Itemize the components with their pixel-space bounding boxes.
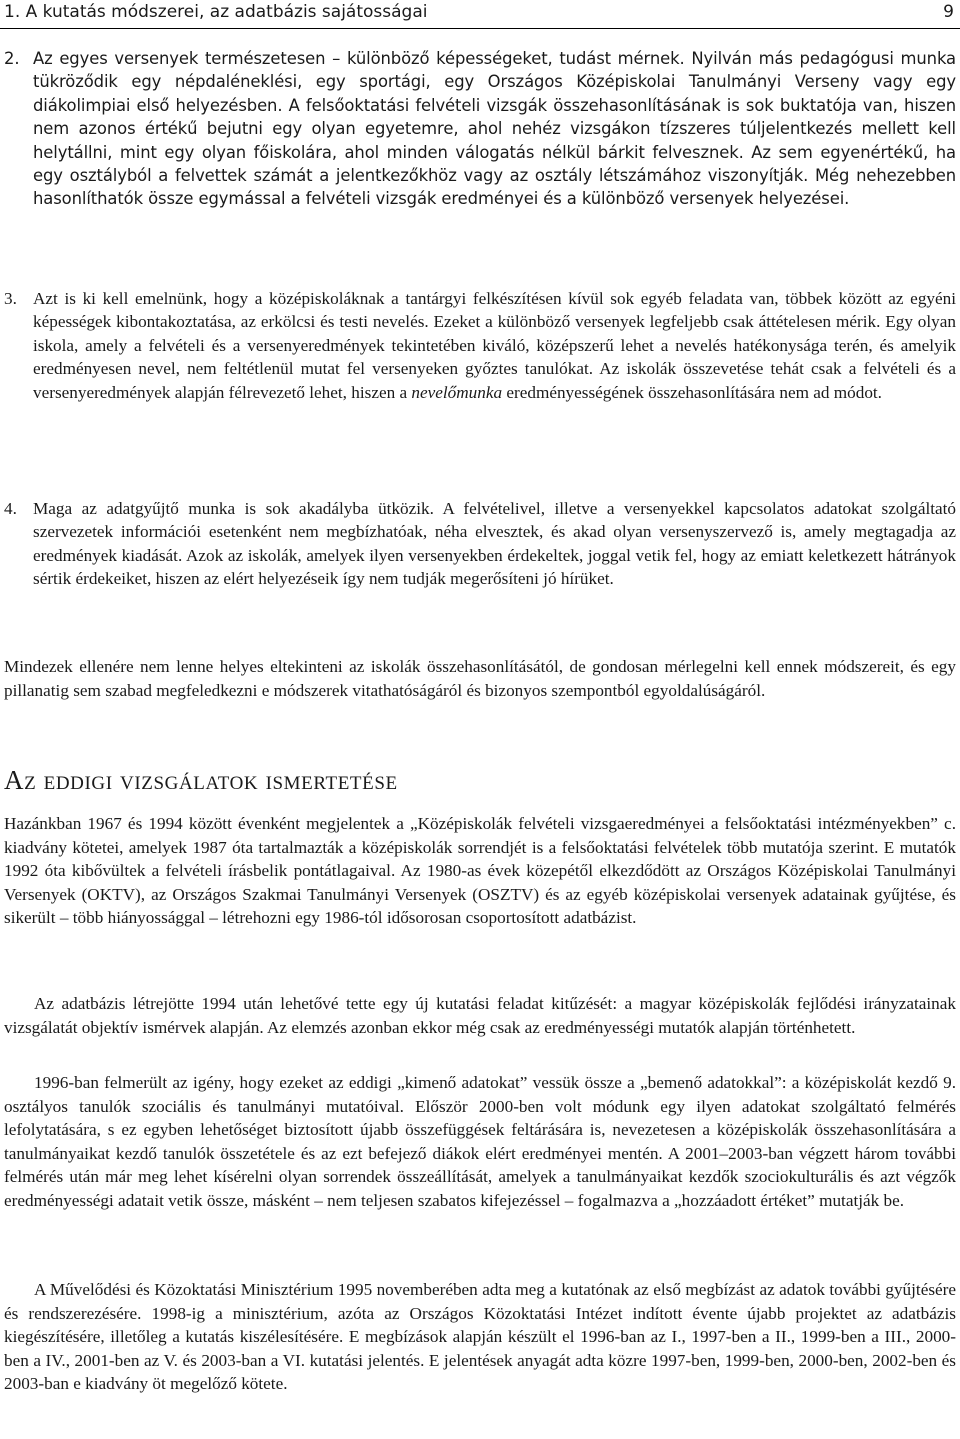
page-number: 9 xyxy=(943,2,954,22)
list-item-text xyxy=(33,287,956,404)
running-header xyxy=(4,0,954,24)
list-item-number: 2. xyxy=(4,49,20,68)
list-item-text-part: eredményességének összehasonlítására nem ad módot. xyxy=(502,382,882,402)
list-item-text: Maga az adatgyűjtő munka is sok akadályba ütközik. A felvételivel, illetve a versenyekkel kapcsolatos adatokat szolgáltató szervezetek információi esetenként nem megbízhatóak, néha elvesztek, és akad olyan versenyszervező is, amely megtagadja az eredmények kiadását. Azok az iskolák, amelyek ilyen versenyekben érdekeltek, joggal vetik fel, hogy az emiatt keletkezett hátrányok sértik érdekeiket, hiszen az elért helyezéseik így nem tudják megerősíteni jó hírüket. xyxy=(33,499,956,589)
section-paragraph-3: 1996-ban felmerült az igény, hogy ezeket az eddigi „kimenő adatokat” vessük össze a „bemenő adatokkal”: a középiskolát kezdő 9. osztályos tanulók szociális és tanulmányi mutatóival. Először 2000-ben volt módunk egy ilyen adatokat szolgáltató felmérés lefolytatására, s ez egyben lehetőséget biztosított újabb összefüggések feltárására is, nevezetesen a középiskolák összehasonlítására a tanulmányaikat kezdő tanulók összetétele és az ezt befejező diákok elért eredményei mentén. A 2001–2003-ban végzett három további felmérés után már meg lehet kísérelni olyan sorrendek összeállítását, amelyek a tanulmányaikat kezdők szociokulturális és azt végzők eredményességi adatait vetik össze, másként – nem teljesen szabatos kifejezéssel – fogalmazva a „hozzáadott értéket” mutatják be. xyxy=(4,1073,956,1210)
list-item-text-part: Azt is ki kell emelnünk, hogy a középiskoláknak a tantárgyi felkészítésen kívül sok egyéb feladata van, többek között az egyéni képességek kibontakoztatása, az erkölcsi és testi nevelés. Ezeket a különböző versenyek legfeljebb csak áttételesen mérik. Egy olyan iskola, amely a felvételi és a versenyeredmények tekintetében kiváló, középszerű lehet a nevelés hatékonysága terén, és amelyik eredményesen nevel, nem feltétlenül mutat fel versenyeken győztes tanulókat. Az iskolák összevetése tehát csak a felvételi és a versenyeredmények alapján félrevezető lehet, hiszen a xyxy=(33,289,956,402)
section-heading: Az eddigi vizsgálatok ismertetése xyxy=(4,765,398,795)
list-item-3 xyxy=(4,287,956,404)
list-item-number: 4. xyxy=(4,499,17,518)
list-item-2 xyxy=(4,47,956,211)
list-item-number: 3. xyxy=(4,289,17,308)
chapter-title: 1. A kutatás módszerei, az adatbázis sajátosságai xyxy=(4,2,428,22)
emphasized-term: nevelőmunka xyxy=(411,382,503,402)
section-paragraph-1: Hazánkban 1967 és 1994 között évenként megjelentek a „Középiskolák felvételi vizsgaeredményei a felsőoktatási intézményekben” c. kiadvány kötetei, amelyek 1987 óta tartalmazták a középiskolák sorrendjét is a felsőoktatási felvételek több mutatója szerint. E mutatók 1992 óta kibővültek a felvételi írásbelik pontátlagaival. Az 1980-as évek közepétől elkezdődött az Országos Középiskolai Tanulmányi Versenyek (OKTV), az Országos Szakmai Tanulmányi Versenyek (OSZTV) és az egyéb középiskolai versenyek adatainak gyűjtése, és sikerült – több hiányossággal – létrehozni egy 1986-tól idősorosan csoportosított adatbázist. xyxy=(4,814,956,927)
section-paragraph-4: A Művelődési és Közoktatási Minisztérium 1995 novemberében adta meg a kutatónak az első megbízást az adatok további gyűjtésére és rendszerezésére. 1998-ig a minisztérium, azóta az Országos Közoktatási Intézet indított évente újabb projektet az adatbázis kiegészítésére, illetőleg a kutatás kiszélesítésére. E megbízások alapján készült el 1996-ban az I., 1997-ben a II., 1999-ben a III., 2000-ben a IV., 2001-ben az V. és 2003-ban a VI. kutatási jelentés. E jelentések anyagát adta közre 1997-ben, 1999-ben, 2000-ben, 2002-ben és 2003-ban e kiadvány öt megelőző kötete. xyxy=(4,1280,956,1393)
list-item-text: Az egyes versenyek természetesen – különböző képességeket, tudást mérnek. Nyilván más pedagógusi munka tükröződik egy népdaléneklési, egy sportági, egy Országos Középiskolai Tanulmányi Verseny vagy egy diákolimpiai első helyezésben. A felsőoktatási felvételi vizsgák összehasonlításának is sok buktatója van, hiszen nem azonos értékű bejutni egy olyan egyetemre, ahol nehéz vizsgákon tízszeres túljelentkezés mellett kell helytállni, mint egy olyan főiskolára, ahol minden válogatás nélkül bárkit felvesznek. Az sem egyenértékű, ha egy osztályból a felvettek számát a jelentkezőkhöz vagy az osztály létszámához viszonyítják. Még nehezebben hasonlíthatók össze egymással a felvételi vizsgák eredményei és a különböző versenyek helyezései. xyxy=(33,49,956,209)
closing-paragraph: Mindezek ellenére nem lenne helyes eltekinteni az iskolák összehasonlításától, de gondosan mérlegelni kell ennek módszereit, és egy pillanatig sem szabad megfeledkezni e módszerek vitathatóságáról és bizonyos szempontból egyoldalúságáról. xyxy=(4,657,956,700)
header-divider xyxy=(0,28,960,29)
list-item-4 xyxy=(4,497,956,591)
section-paragraph-2: Az adatbázis létrejötte 1994 után lehetővé tette egy új kutatási feladat kitűzését: a magyar középiskolák fejlődési irányzatainak vizsgálatát objektív ismérvek alapján. Az elemzés azonban ekkor még csak az eredményességi mutatók alapján történhetett. xyxy=(4,994,956,1037)
